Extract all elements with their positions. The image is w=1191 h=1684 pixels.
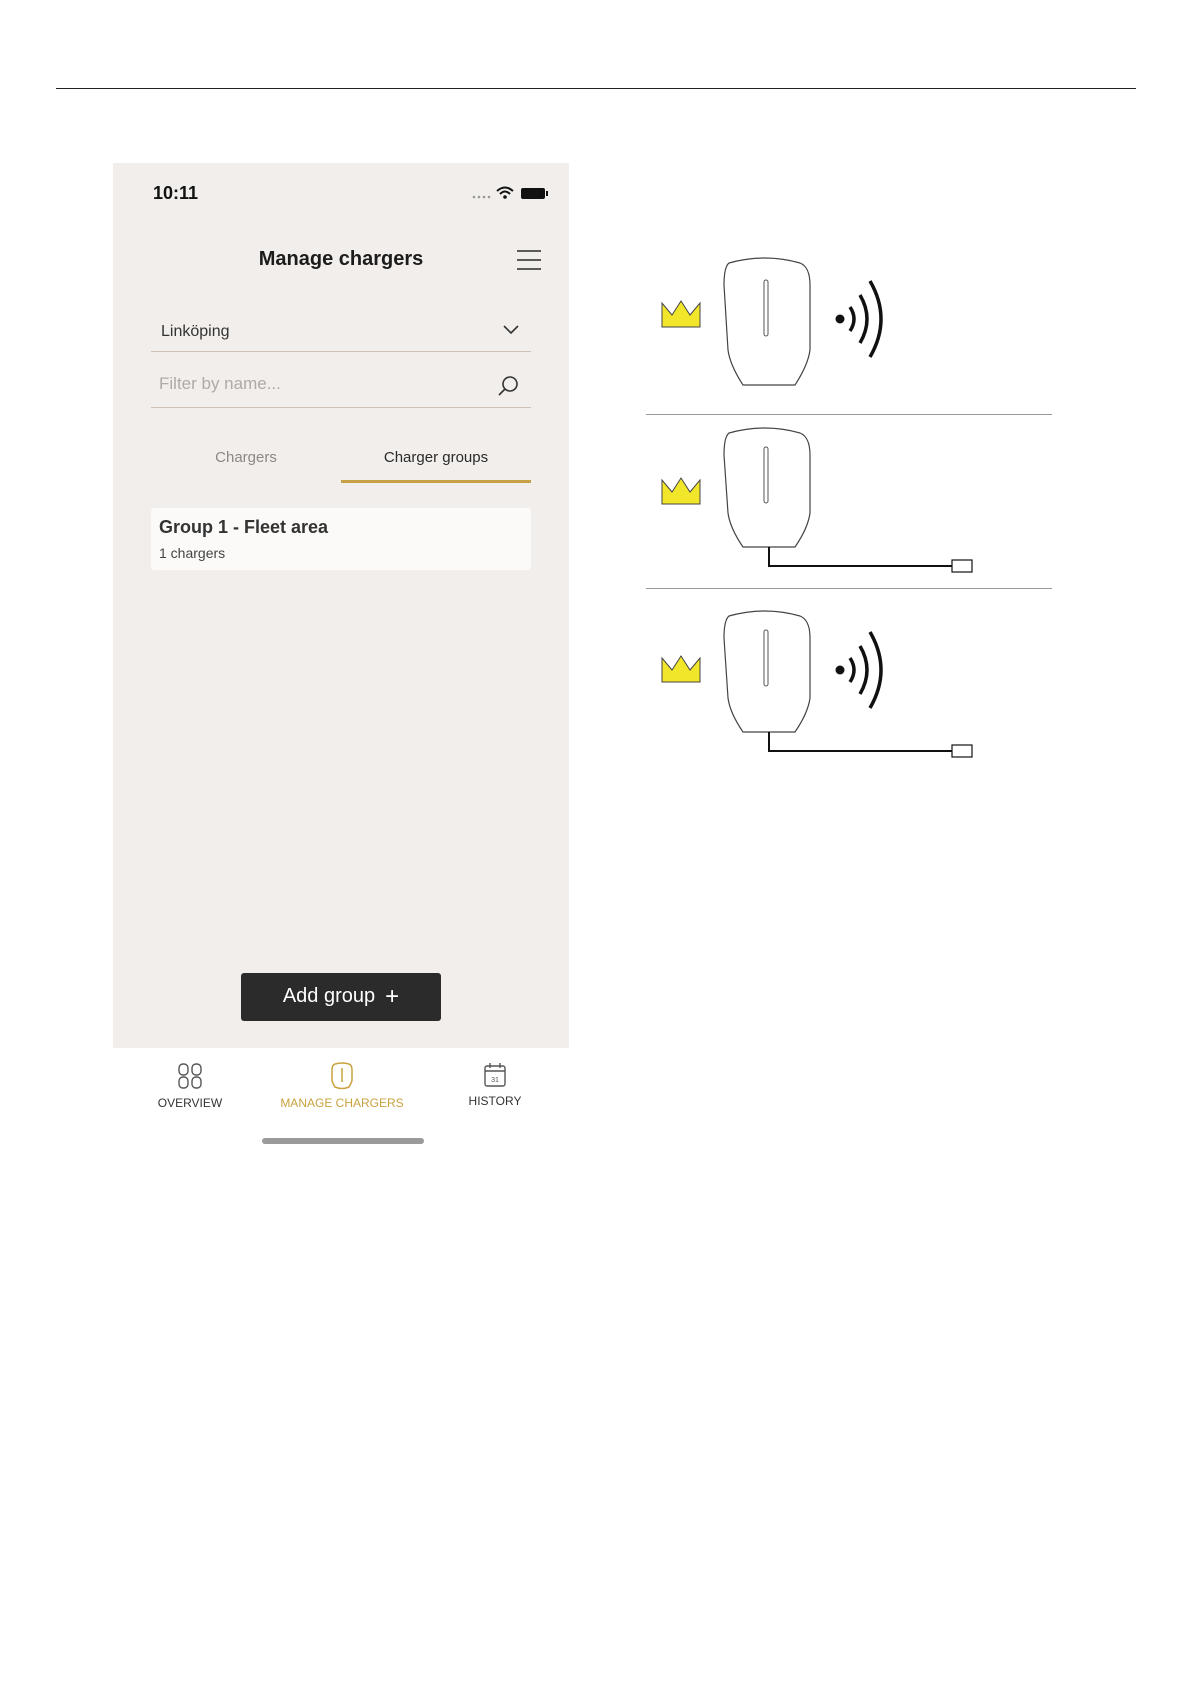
cable-connector-icon (769, 732, 972, 757)
filter-input[interactable] (159, 371, 479, 397)
charger-icon (724, 428, 810, 547)
chevron-down-icon (503, 325, 519, 335)
home-indicator (262, 1138, 424, 1144)
tab-chargers[interactable]: Chargers (215, 449, 277, 466)
diagram-divider (646, 414, 1052, 415)
diagram-wireless-cabled-charger (640, 610, 1060, 760)
nav-manage-label: MANAGE CHARGERS (280, 1096, 404, 1110)
plus-icon: + (385, 983, 400, 1010)
nav-history-label: HISTORY (468, 1094, 522, 1108)
diagram-wireless-charger (640, 255, 1060, 395)
crown-icon (662, 656, 700, 682)
add-group-button[interactable] (241, 973, 441, 1021)
page-title: Manage chargers (258, 248, 424, 270)
phone-screen (113, 163, 569, 1048)
group-title: Group 1 - Fleet area (159, 517, 329, 537)
group-charger-count: 1 chargers (159, 545, 226, 561)
wireless-signal-icon (836, 632, 882, 708)
charger-icon (724, 258, 810, 385)
filter-field (151, 363, 531, 408)
wireless-signal-icon (836, 281, 882, 357)
diagram-divider (646, 588, 1052, 589)
menu-button[interactable] (515, 249, 543, 271)
search-icon[interactable] (497, 375, 519, 397)
nav-history[interactable] (420, 1062, 570, 1108)
nav-overview[interactable] (115, 1062, 265, 1110)
location-select[interactable] (151, 313, 531, 352)
charger-icon (724, 611, 810, 732)
tab-charger-groups[interactable]: Charger groups (341, 443, 531, 483)
status-time: 10:11 (153, 183, 199, 203)
nav-manage-chargers[interactable] (267, 1062, 417, 1110)
svg-text:31: 31 (491, 1077, 499, 1084)
nav-overview-label: OVERVIEW (157, 1096, 223, 1110)
add-group-label: Add group (282, 985, 376, 1007)
page-top-rule (56, 88, 1136, 89)
charger-icon (331, 1062, 353, 1090)
cable-connector-icon (769, 547, 972, 572)
signal-wifi-battery-icon (471, 185, 549, 201)
diagram-cabled-charger (640, 425, 1060, 575)
overview-grid-icon (177, 1062, 203, 1090)
hamburger-menu-icon (515, 249, 543, 271)
status-icons (471, 185, 549, 206)
group-list-item[interactable] (151, 508, 531, 570)
calendar-icon (483, 1062, 507, 1088)
crown-icon (662, 478, 700, 504)
crown-icon (662, 301, 700, 327)
location-value: Linköping (161, 323, 230, 340)
